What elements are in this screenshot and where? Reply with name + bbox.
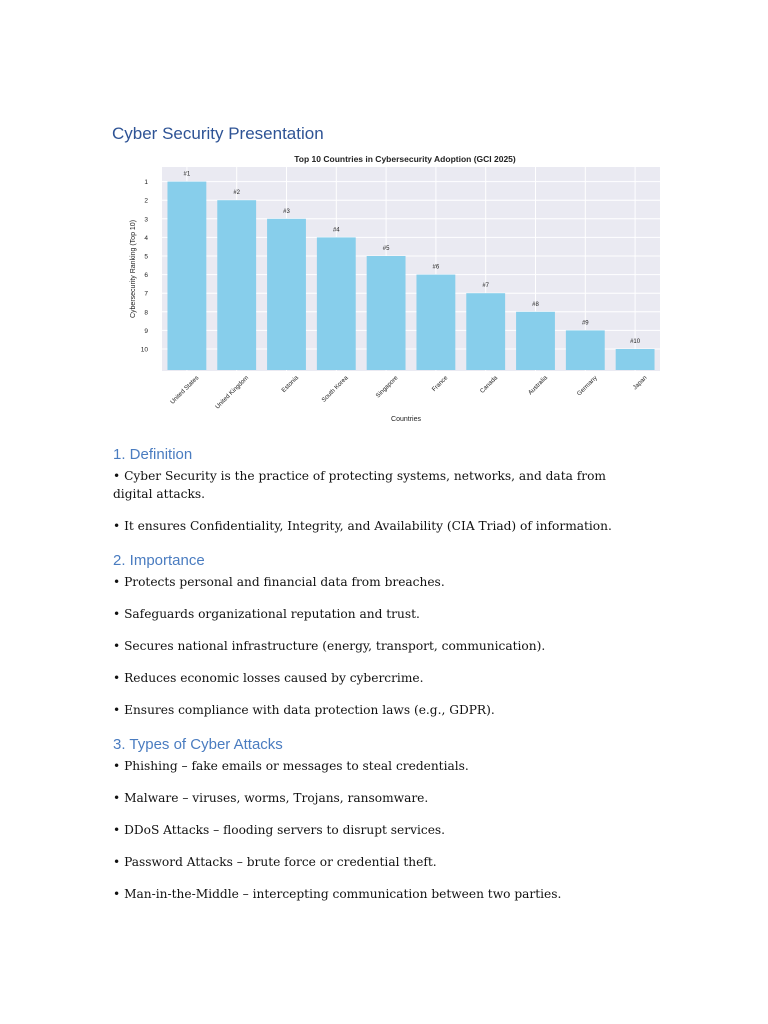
y-tick-label: 5 — [144, 253, 148, 261]
bar — [616, 349, 655, 370]
x-tick-labels — [169, 374, 649, 411]
section-heading-definition: 1. Definition — [113, 446, 193, 463]
bar-data-label: #9 — [581, 320, 589, 327]
importance-item: • Protects personal and financial data from breaches. — [113, 575, 445, 589]
bar — [466, 293, 505, 370]
bar-data-label: #2 — [233, 190, 241, 197]
section-heading-attack-types: 3. Types of Cyber Attacks — [113, 736, 283, 753]
bar-data-label: #6 — [432, 264, 440, 271]
bar-data-label: #4 — [332, 227, 340, 234]
bar-data-label: #5 — [382, 246, 390, 252]
bar — [217, 200, 256, 370]
importance-item: • Reduces economic losses caused by cybercrime. — [113, 671, 424, 685]
importance-item: • Secures national infrastructure (energy, transport, communication). — [113, 639, 546, 653]
x-axis-label: Countries — [391, 416, 421, 423]
attack-type-item: • DDoS Attacks – flooding servers to disrupt services. — [113, 823, 446, 837]
y-axis-label: Cybersecurity Ranking (Top 10) — [130, 219, 137, 319]
x-tick-label: United States — [169, 374, 201, 406]
x-tick-label: France — [430, 374, 450, 394]
x-tick-label: Germany — [575, 374, 599, 398]
attack-type-item: • Phishing – fake emails or messages to steal credentials. — [113, 759, 469, 773]
x-tick-label: Japan — [631, 374, 649, 392]
attack-type-item: • Password Attacks – brute force or credential theft. — [113, 855, 437, 869]
definition-item: • Cyber Security is the practice of protecting systems, networks, and data from digital attacks. — [113, 469, 606, 501]
x-tick-label: Estonia — [280, 374, 300, 395]
y-tick-labels — [141, 179, 149, 353]
importance-item: • Ensures compliance with data protection laws (e.g., GDPR). — [113, 703, 495, 717]
y-tick-label: 6 — [144, 272, 148, 280]
bar — [566, 330, 605, 370]
bar — [167, 182, 206, 370]
attack-type-item: • Man-in-the-Middle – intercepting communication between two parties. — [113, 887, 562, 901]
section-heading-importance: 2. Importance — [113, 552, 205, 569]
page-title: Cyber Security Presentation — [112, 124, 324, 143]
importance-item: • Safeguards organizational reputation and trust. — [113, 607, 420, 621]
x-tick-label: United Kingdom — [214, 374, 251, 411]
bar — [267, 219, 306, 370]
bar-data-label: #3 — [283, 208, 290, 215]
y-tick-label: 2 — [144, 197, 148, 205]
attack-type-item: • Malware – viruses, worms, Trojans, ransomware. — [113, 791, 429, 805]
y-tick-label: 4 — [144, 234, 148, 242]
y-tick-label: 10 — [140, 346, 148, 354]
bar — [516, 312, 555, 370]
y-tick-label: 8 — [144, 309, 148, 317]
bar-data-label: #1 — [183, 171, 191, 178]
x-tick-label: Australia — [526, 374, 549, 397]
ranking-chart — [122, 150, 667, 430]
y-tick-label: 9 — [144, 327, 148, 335]
bar — [367, 256, 406, 370]
y-tick-label: 1 — [144, 179, 148, 187]
chart-title: Top 10 Countries in Cybersecurity Adoption (GCI 2025) — [294, 154, 516, 164]
bar-data-label: #7 — [482, 283, 490, 290]
bar — [416, 275, 455, 370]
x-tick-label: Singapore — [374, 374, 400, 400]
y-tick-label: 3 — [144, 216, 148, 224]
bar-data-label: #8 — [532, 301, 539, 308]
bar-data-label: #10 — [630, 339, 641, 345]
x-tick-label: Canada — [478, 374, 500, 395]
y-tick-label: 7 — [144, 290, 148, 298]
bar — [317, 237, 356, 370]
definition-item: • It ensures Confidentiality, Integrity, and Availability (CIA Triad) of information. — [113, 519, 612, 533]
ranking-bar-chart — [122, 150, 667, 430]
x-tick-label: South Korea — [320, 374, 350, 404]
